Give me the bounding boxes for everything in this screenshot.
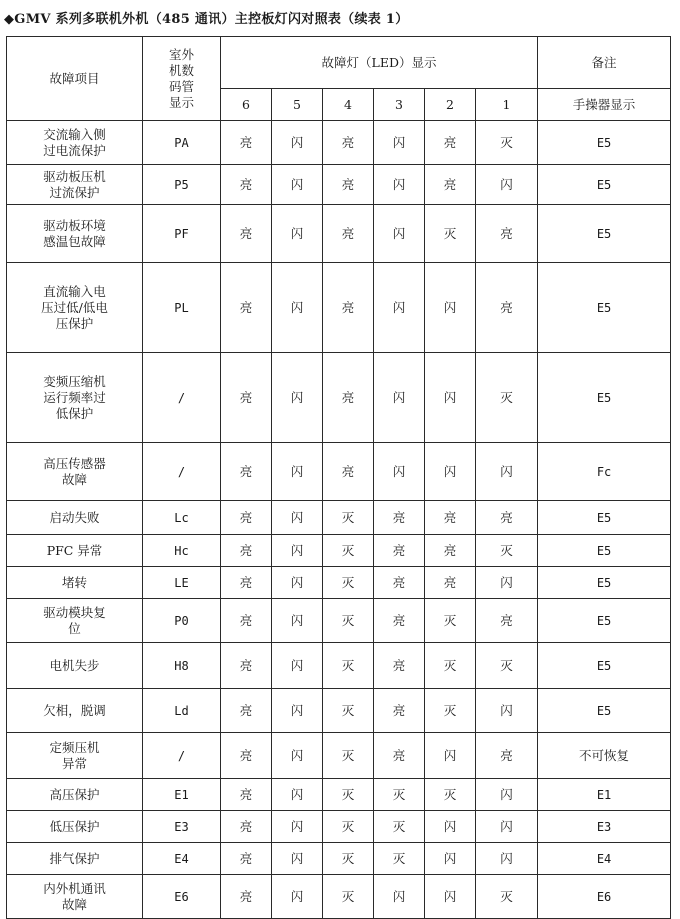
led-1-cell: 闪 (476, 811, 538, 843)
led-3-cell: 亮 (374, 567, 425, 599)
led-3-cell: 亮 (374, 501, 425, 535)
remark-cell: E5 (538, 205, 671, 263)
led-6-cell: 亮 (221, 567, 272, 599)
led-3-cell: 闪 (374, 205, 425, 263)
led-4-cell: 灭 (323, 535, 374, 567)
remark-cell: 不可恢复 (538, 733, 671, 779)
remark-cell: E5 (538, 121, 671, 165)
led-6-cell: 亮 (221, 443, 272, 501)
table-row (7, 501, 671, 535)
led-6-cell: 亮 (221, 599, 272, 643)
led-5-cell: 闪 (272, 567, 323, 599)
led-5-cell: 闪 (272, 689, 323, 733)
header-led-6: 6 (221, 89, 272, 121)
led-3-cell: 闪 (374, 121, 425, 165)
led-2-cell: 亮 (425, 501, 476, 535)
led-1-cell: 闪 (476, 843, 538, 875)
table-row (7, 121, 671, 165)
led-3-cell: 灭 (374, 779, 425, 811)
led-4-cell: 灭 (323, 567, 374, 599)
fault-item-cell: 变频压缩机 运行频率过 低保护 (7, 353, 143, 443)
led-5-cell: 闪 (272, 811, 323, 843)
table-row (7, 535, 671, 567)
led-1-cell: 灭 (476, 643, 538, 689)
table-row (7, 205, 671, 263)
led-6-cell: 亮 (221, 811, 272, 843)
led-3-cell: 闪 (374, 443, 425, 501)
led-6-cell: 亮 (221, 875, 272, 919)
table-row (7, 689, 671, 733)
led-4-cell: 亮 (323, 165, 374, 205)
outdoor-code-cell: E4 (143, 843, 221, 875)
fault-led-table (6, 36, 671, 919)
header-led-2: 2 (425, 89, 476, 121)
led-2-cell: 闪 (425, 263, 476, 353)
outdoor-code-cell: P0 (143, 599, 221, 643)
led-1-cell: 灭 (476, 353, 538, 443)
fault-item-cell: 驱动模块复 位 (7, 599, 143, 643)
fault-item-cell: 交流输入侧 过电流保护 (7, 121, 143, 165)
header-led-1: 1 (476, 89, 538, 121)
outdoor-code-cell: / (143, 443, 221, 501)
remark-cell: E3 (538, 811, 671, 843)
led-6-cell: 亮 (221, 843, 272, 875)
led-2-cell: 灭 (425, 205, 476, 263)
led-4-cell: 亮 (323, 205, 374, 263)
led-3-cell: 闪 (374, 263, 425, 353)
led-6-cell: 亮 (221, 643, 272, 689)
remark-cell: E5 (538, 689, 671, 733)
led-2-cell: 灭 (425, 779, 476, 811)
led-4-cell: 亮 (323, 121, 374, 165)
page-title: ◆GMV 系列多联机外机（485 通讯）主控板灯闪对照表（续表 1） (4, 12, 409, 27)
table-row (7, 263, 671, 353)
outdoor-code-cell: E3 (143, 811, 221, 843)
led-1-cell: 闪 (476, 689, 538, 733)
led-4-cell: 灭 (323, 779, 374, 811)
outdoor-code-cell: PA (143, 121, 221, 165)
led-6-cell: 亮 (221, 501, 272, 535)
led-4-cell: 亮 (323, 353, 374, 443)
fault-item-cell: 启动失败 (7, 501, 143, 535)
fault-item-cell: 低压保护 (7, 811, 143, 843)
led-5-cell: 闪 (272, 875, 323, 919)
led-4-cell: 灭 (323, 843, 374, 875)
led-3-cell: 亮 (374, 689, 425, 733)
led-1-cell: 亮 (476, 599, 538, 643)
remark-cell: E5 (538, 165, 671, 205)
outdoor-code-cell: Lc (143, 501, 221, 535)
table-row (7, 875, 671, 919)
led-5-cell: 闪 (272, 843, 323, 875)
led-2-cell: 闪 (425, 843, 476, 875)
remark-cell: Fc (538, 443, 671, 501)
led-2-cell: 灭 (425, 689, 476, 733)
outdoor-code-cell: PL (143, 263, 221, 353)
led-5-cell: 闪 (272, 779, 323, 811)
fault-item-cell: 堵转 (7, 567, 143, 599)
outdoor-code-cell: / (143, 733, 221, 779)
remark-cell: E5 (538, 263, 671, 353)
outdoor-code-cell: Hc (143, 535, 221, 567)
led-4-cell: 灭 (323, 811, 374, 843)
led-6-cell: 亮 (221, 689, 272, 733)
remark-cell: E5 (538, 535, 671, 567)
led-3-cell: 闪 (374, 875, 425, 919)
outdoor-code-cell: / (143, 353, 221, 443)
table-row (7, 567, 671, 599)
fault-item-cell: PFC 异常 (7, 535, 143, 567)
led-2-cell: 亮 (425, 121, 476, 165)
table-row (7, 353, 671, 443)
remark-cell: E1 (538, 779, 671, 811)
fault-item-cell: 排气保护 (7, 843, 143, 875)
led-3-cell: 亮 (374, 599, 425, 643)
led-5-cell: 闪 (272, 121, 323, 165)
outdoor-code-cell: LE (143, 567, 221, 599)
header-handheld: 手操器显示 (538, 89, 671, 121)
led-1-cell: 闪 (476, 443, 538, 501)
led-1-cell: 亮 (476, 501, 538, 535)
led-1-cell: 亮 (476, 205, 538, 263)
fault-item-cell: 驱动板压机 过流保护 (7, 165, 143, 205)
remark-cell: E5 (538, 599, 671, 643)
led-3-cell: 闪 (374, 165, 425, 205)
table-row (7, 443, 671, 501)
led-5-cell: 闪 (272, 443, 323, 501)
header-outdoor-code: 室外 机数 码管 显示 (143, 37, 221, 121)
led-3-cell: 亮 (374, 643, 425, 689)
led-1-cell: 灭 (476, 535, 538, 567)
led-5-cell: 闪 (272, 643, 323, 689)
led-6-cell: 亮 (221, 353, 272, 443)
remark-cell: E5 (538, 353, 671, 443)
table-row (7, 843, 671, 875)
led-5-cell: 闪 (272, 599, 323, 643)
remark-cell: E4 (538, 843, 671, 875)
led-2-cell: 闪 (425, 875, 476, 919)
table-row (7, 643, 671, 689)
led-5-cell: 闪 (272, 535, 323, 567)
led-3-cell: 亮 (374, 535, 425, 567)
outdoor-code-cell: E6 (143, 875, 221, 919)
led-5-cell: 闪 (272, 205, 323, 263)
led-1-cell: 灭 (476, 121, 538, 165)
led-6-cell: 亮 (221, 205, 272, 263)
led-2-cell: 灭 (425, 643, 476, 689)
fault-item-cell: 直流输入电 压过低/低电 压保护 (7, 263, 143, 353)
fault-item-cell: 电机失步 (7, 643, 143, 689)
header-led-3: 3 (374, 89, 425, 121)
led-2-cell: 闪 (425, 443, 476, 501)
remark-cell: E6 (538, 875, 671, 919)
led-5-cell: 闪 (272, 263, 323, 353)
header-led-5: 5 (272, 89, 323, 121)
led-5-cell: 闪 (272, 501, 323, 535)
fault-item-cell: 高压保护 (7, 779, 143, 811)
header-led-group: 故障灯（LED）显示 (221, 37, 538, 89)
led-1-cell: 亮 (476, 263, 538, 353)
led-1-cell: 闪 (476, 779, 538, 811)
header-remarks: 备注 (538, 37, 671, 89)
led-4-cell: 灭 (323, 501, 374, 535)
led-4-cell: 灭 (323, 599, 374, 643)
header-led-4: 4 (323, 89, 374, 121)
led-4-cell: 灭 (323, 643, 374, 689)
led-6-cell: 亮 (221, 733, 272, 779)
led-2-cell: 灭 (425, 599, 476, 643)
led-5-cell: 闪 (272, 733, 323, 779)
led-1-cell: 灭 (476, 875, 538, 919)
led-4-cell: 灭 (323, 733, 374, 779)
fault-item-cell: 定频压机 异常 (7, 733, 143, 779)
led-4-cell: 灭 (323, 875, 374, 919)
led-2-cell: 亮 (425, 165, 476, 205)
remark-cell: E5 (538, 567, 671, 599)
led-3-cell: 灭 (374, 843, 425, 875)
fault-item-cell: 驱动板环境 感温包故障 (7, 205, 143, 263)
fault-item-cell: 高压传感器 故障 (7, 443, 143, 501)
led-1-cell: 亮 (476, 733, 538, 779)
led-3-cell: 灭 (374, 811, 425, 843)
fault-item-cell: 内外机通讯 故障 (7, 875, 143, 919)
led-6-cell: 亮 (221, 165, 272, 205)
led-4-cell: 灭 (323, 689, 374, 733)
led-3-cell: 闪 (374, 353, 425, 443)
table-row (7, 811, 671, 843)
led-1-cell: 闪 (476, 567, 538, 599)
led-3-cell: 亮 (374, 733, 425, 779)
led-2-cell: 闪 (425, 733, 476, 779)
led-1-cell: 闪 (476, 165, 538, 205)
fault-item-cell: 欠相，脱调 (7, 689, 143, 733)
led-6-cell: 亮 (221, 263, 272, 353)
led-2-cell: 亮 (425, 567, 476, 599)
led-6-cell: 亮 (221, 121, 272, 165)
led-5-cell: 闪 (272, 353, 323, 443)
led-4-cell: 亮 (323, 263, 374, 353)
outdoor-code-cell: P5 (143, 165, 221, 205)
table-row (7, 599, 671, 643)
led-2-cell: 闪 (425, 353, 476, 443)
header-fault-item: 故障项目 (7, 37, 143, 121)
remark-cell: E5 (538, 501, 671, 535)
outdoor-code-cell: PF (143, 205, 221, 263)
outdoor-code-cell: H8 (143, 643, 221, 689)
led-2-cell: 亮 (425, 535, 476, 567)
outdoor-code-cell: E1 (143, 779, 221, 811)
led-4-cell: 亮 (323, 443, 374, 501)
table-row (7, 165, 671, 205)
outdoor-code-cell: Ld (143, 689, 221, 733)
led-2-cell: 闪 (425, 811, 476, 843)
led-6-cell: 亮 (221, 779, 272, 811)
led-6-cell: 亮 (221, 535, 272, 567)
remark-cell: E5 (538, 643, 671, 689)
table-row (7, 779, 671, 811)
led-5-cell: 闪 (272, 165, 323, 205)
table-row (7, 733, 671, 779)
